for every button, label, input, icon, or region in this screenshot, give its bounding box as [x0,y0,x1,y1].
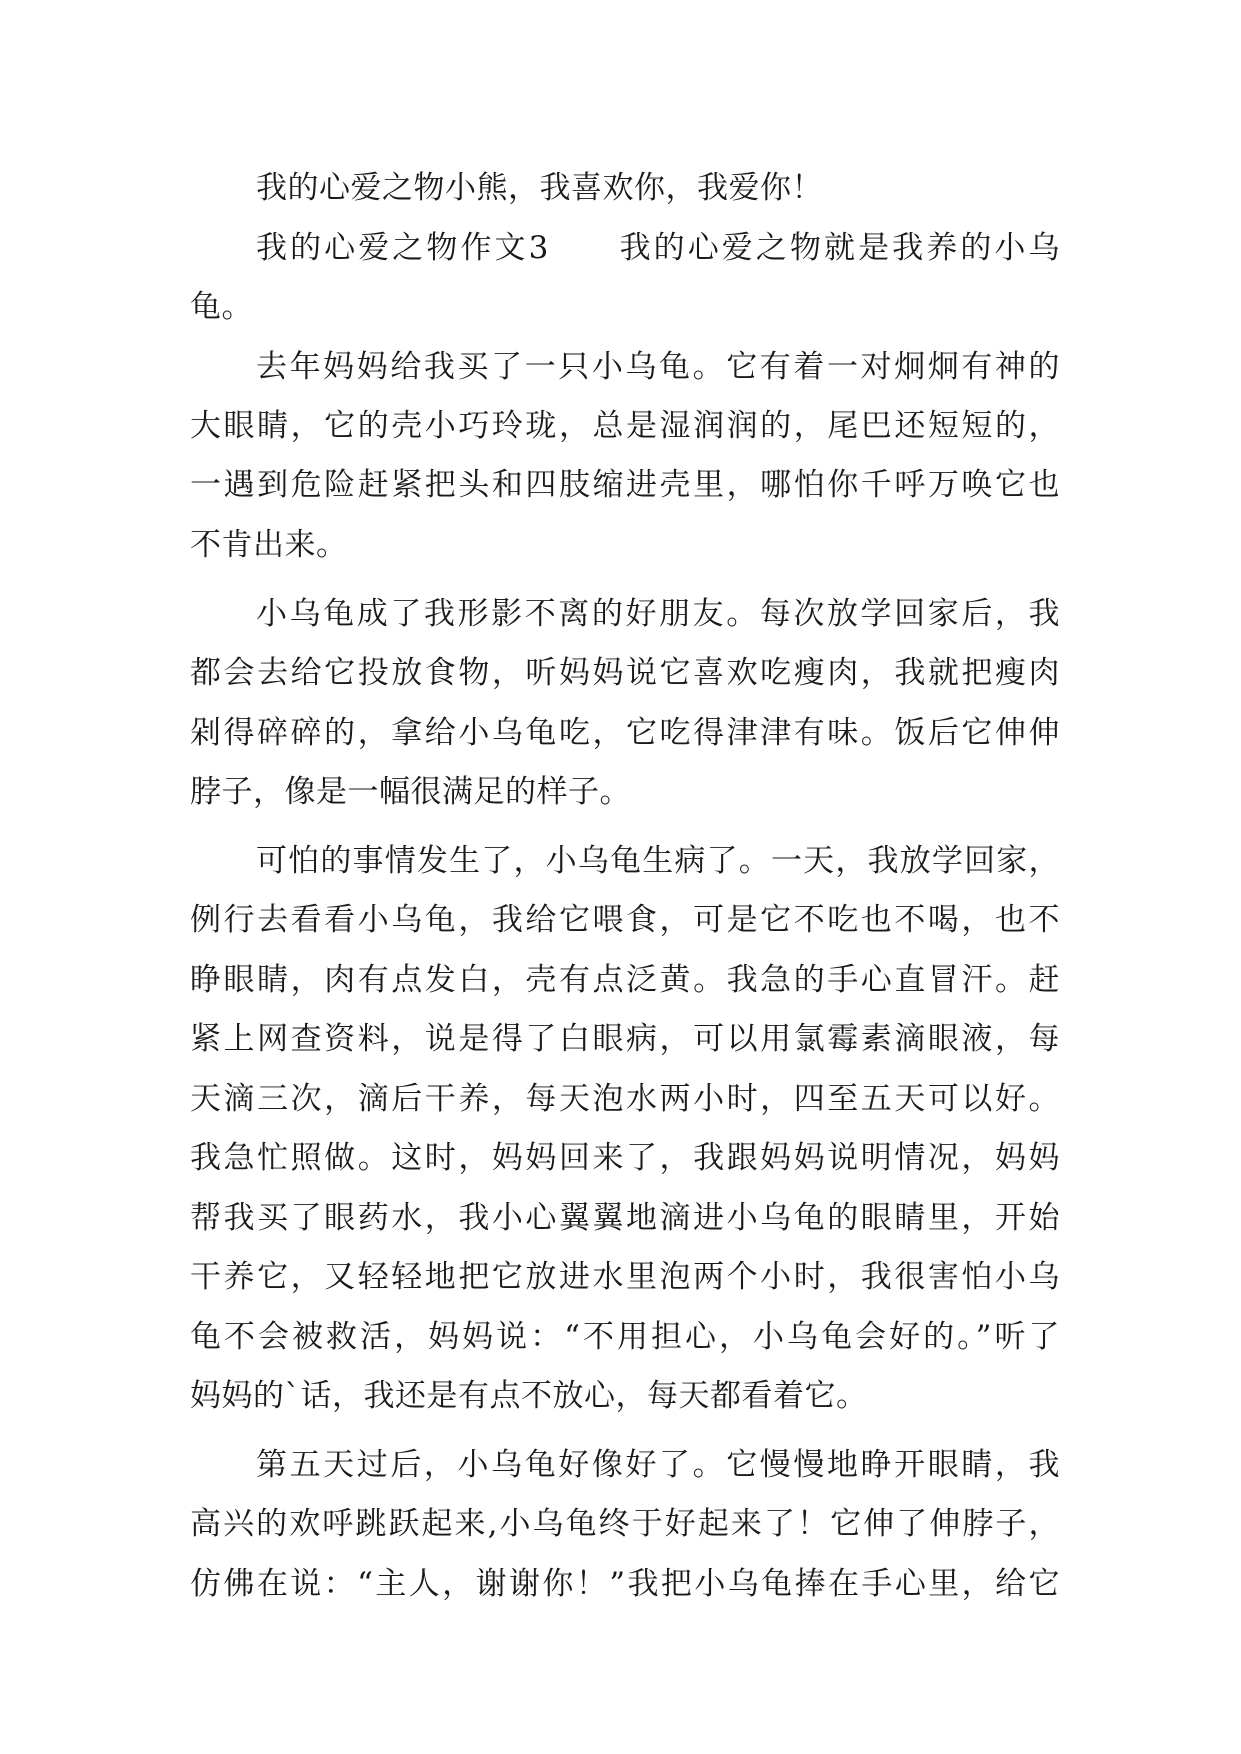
text-line: 我急忙照做。这时，妈妈回来了，我跟妈妈说明情况，妈妈 [190,1140,1060,1176]
text-line: 小乌龟成了我形影不离的好朋友。每次放学回家后，我 [256,596,1060,632]
text-line: 第五天过后，小乌龟好像好了。它慢慢地睁开眼睛，我 [256,1447,1060,1483]
text-line: 不肯出来。 [190,527,348,563]
text-line: 紧上网查资料，说是得了白眼病，可以用氯霉素滴眼液，每 [190,1021,1060,1057]
text-line: 龟不会被救活，妈妈说：“不用担心，小乌龟会好的。”听了 [190,1319,1060,1355]
text-line: 我的心爱之物作文3 我的心爱之物就是我养的小乌 [256,230,1060,266]
text-line: 干养它，又轻轻地把它放进水里泡两个小时，我很害怕小乌 [190,1259,1060,1295]
text-line: 例行去看看小乌龟，我给它喂食，可是它不吃也不喝，也不 [190,902,1060,938]
text-line: 我的心爱之物小熊，我喜欢你，我爱你！ [256,170,823,206]
text-line: 仿佛在说：“主人，谢谢你！”我把小乌龟捧在手心里，给它 [190,1566,1060,1602]
text-line: 高兴的欢呼跳跃起来,小乌龟终于好起来了！它伸了伸脖子， [190,1506,1060,1542]
text-line: 天滴三次，滴后干养，每天泡水两小时，四至五天可以好。 [190,1081,1060,1117]
text-line: 都会去给它投放食物，听妈妈说它喜欢吃瘦肉，我就把瘦肉 [190,655,1060,691]
text-line: 大眼睛，它的壳小巧玲珑，总是湿润润的，尾巴还短短的， [190,408,1060,444]
text-line: 可怕的事情发生了，小乌龟生病了。一天，我放学回家， [256,843,1060,879]
text-line: 睁眼睛，肉有点发白，壳有点泛黄。我急的手心直冒汗。赶 [190,962,1060,998]
text-line: 去年妈妈给我买了一只小乌龟。它有着一对炯炯有神的 [256,349,1060,385]
text-line: 龟。 [190,289,253,325]
text-line: 妈妈的`话，我还是有点不放心，每天都看着它。 [190,1378,868,1414]
text-line: 帮我买了眼药水，我小心翼翼地滴进小乌龟的眼睛里，开始 [190,1200,1060,1236]
text-line: 剁得碎碎的，拿给小乌龟吃，它吃得津津有味。饭后它伸伸 [190,715,1060,751]
text-line: 脖子，像是一幅很满足的样子。 [190,774,631,810]
text-line: 一遇到危险赶紧把头和四肢缩进壳里，哪怕你千呼万唤它也 [190,467,1060,503]
